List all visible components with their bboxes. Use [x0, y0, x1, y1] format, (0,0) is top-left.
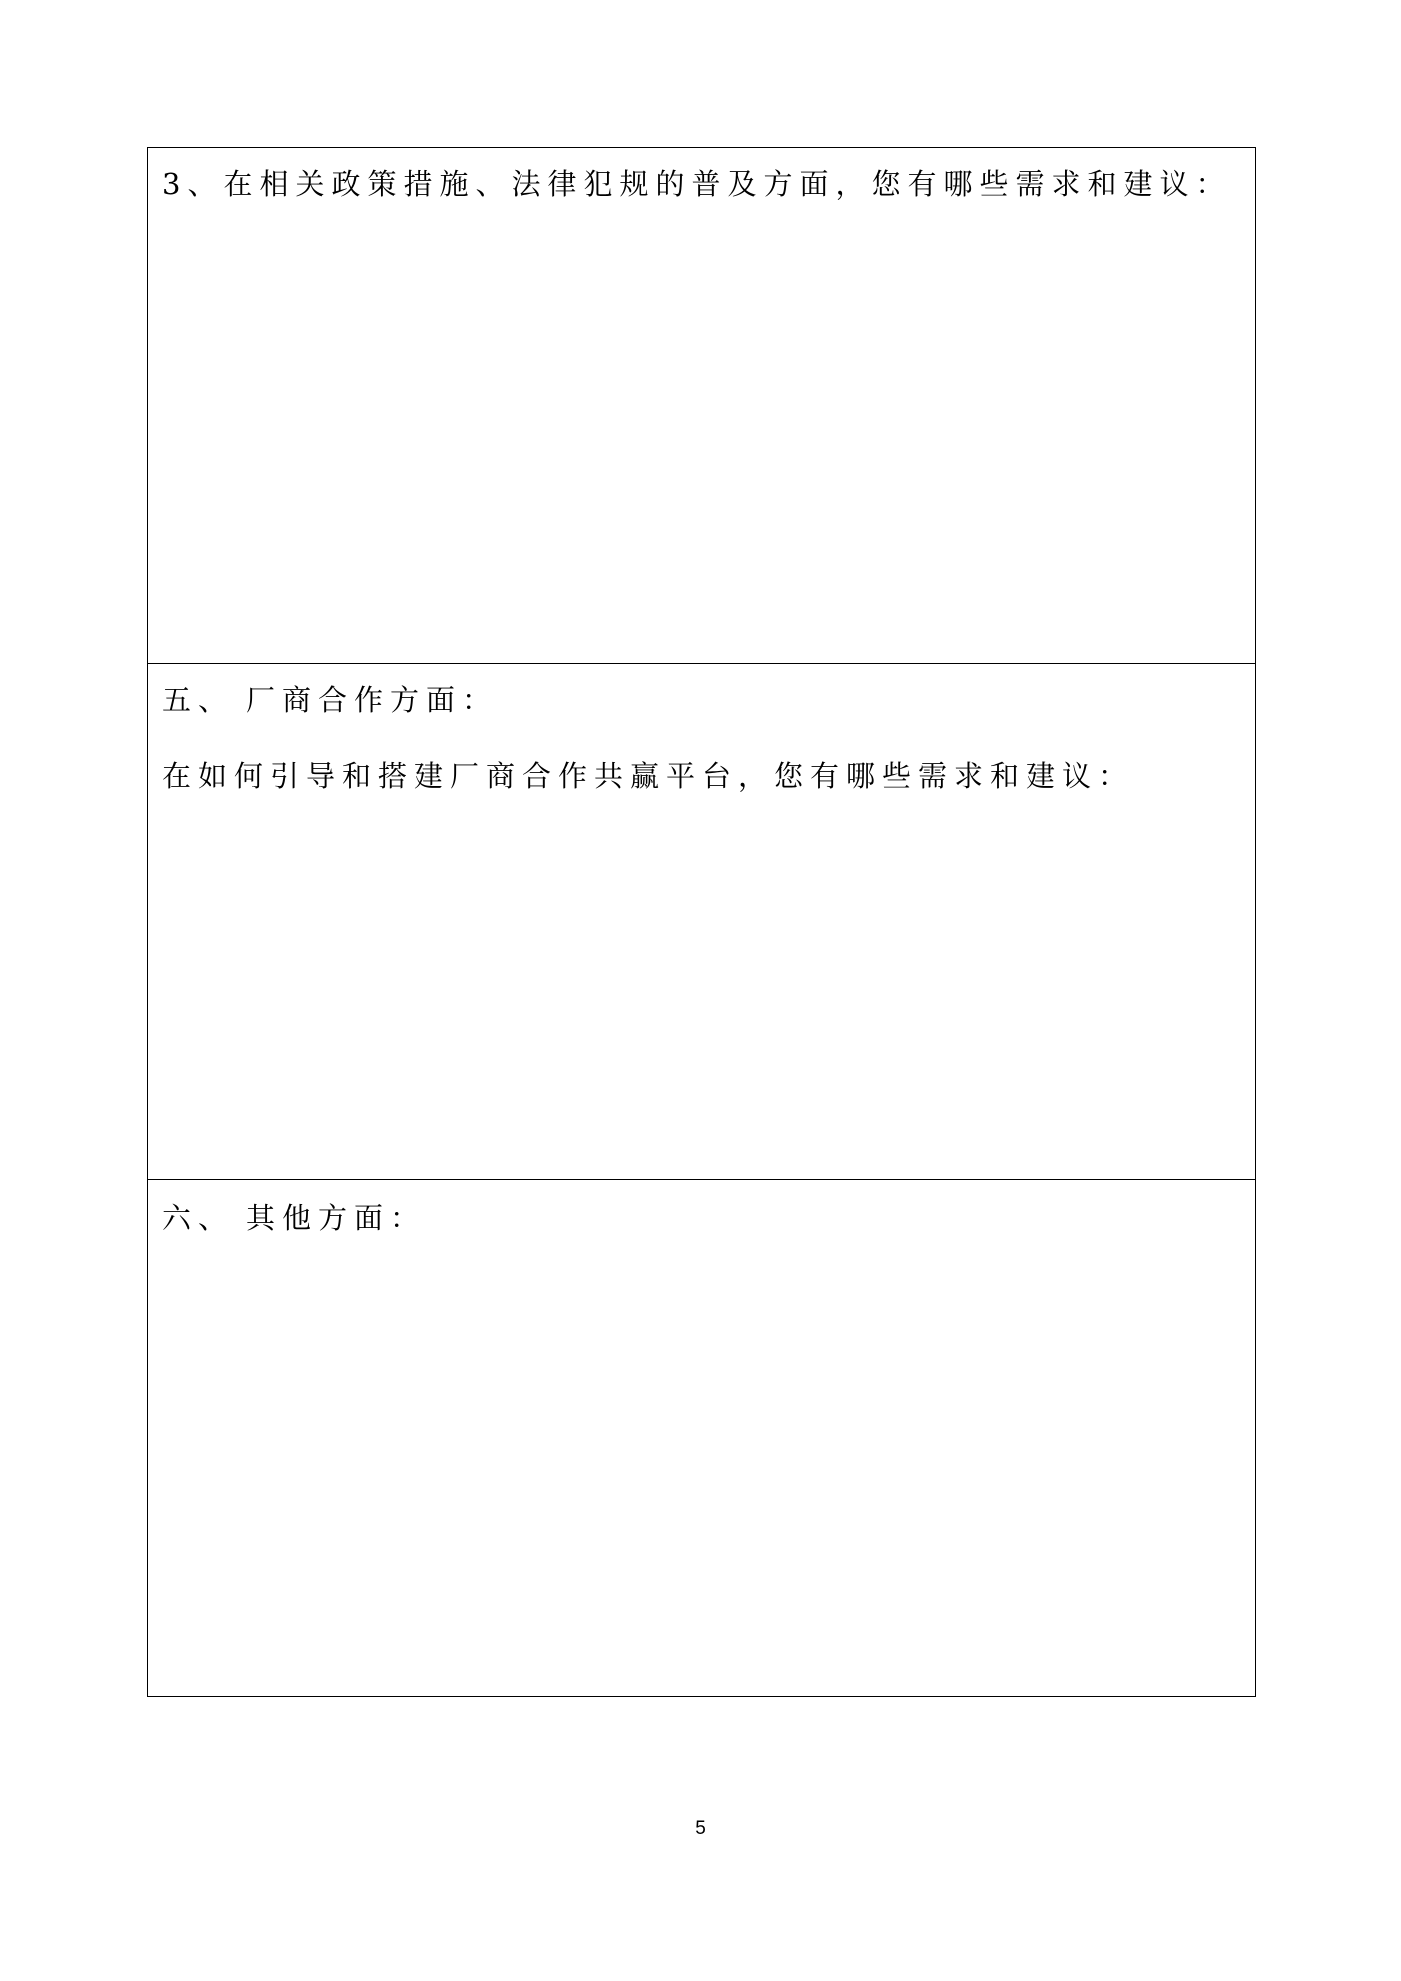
- survey-form-table: [147, 147, 1256, 1697]
- question-vendor-cooperation: 在如何引导和搭建厂商合作共赢平台，您有哪些需求和建议：: [162, 759, 1135, 793]
- section-number: 五、: [162, 683, 235, 717]
- section-title: 其他方面：: [246, 1201, 427, 1235]
- section-title: 厂商合作方面：: [246, 683, 499, 717]
- section-heading-vendor-cooperation: [162, 682, 498, 718]
- section-number: 六、: [162, 1201, 235, 1235]
- question-policy-regulations: 3、在相关政策措施、法律犯规的普及方面，您有哪些需求和建议：: [162, 167, 1232, 201]
- section-policy-regulations[interactable]: [148, 148, 1255, 664]
- page-number: 5: [695, 1818, 706, 1839]
- section-other[interactable]: [148, 1180, 1255, 1696]
- section-heading-other: [162, 1200, 426, 1236]
- section-vendor-cooperation[interactable]: [148, 664, 1255, 1180]
